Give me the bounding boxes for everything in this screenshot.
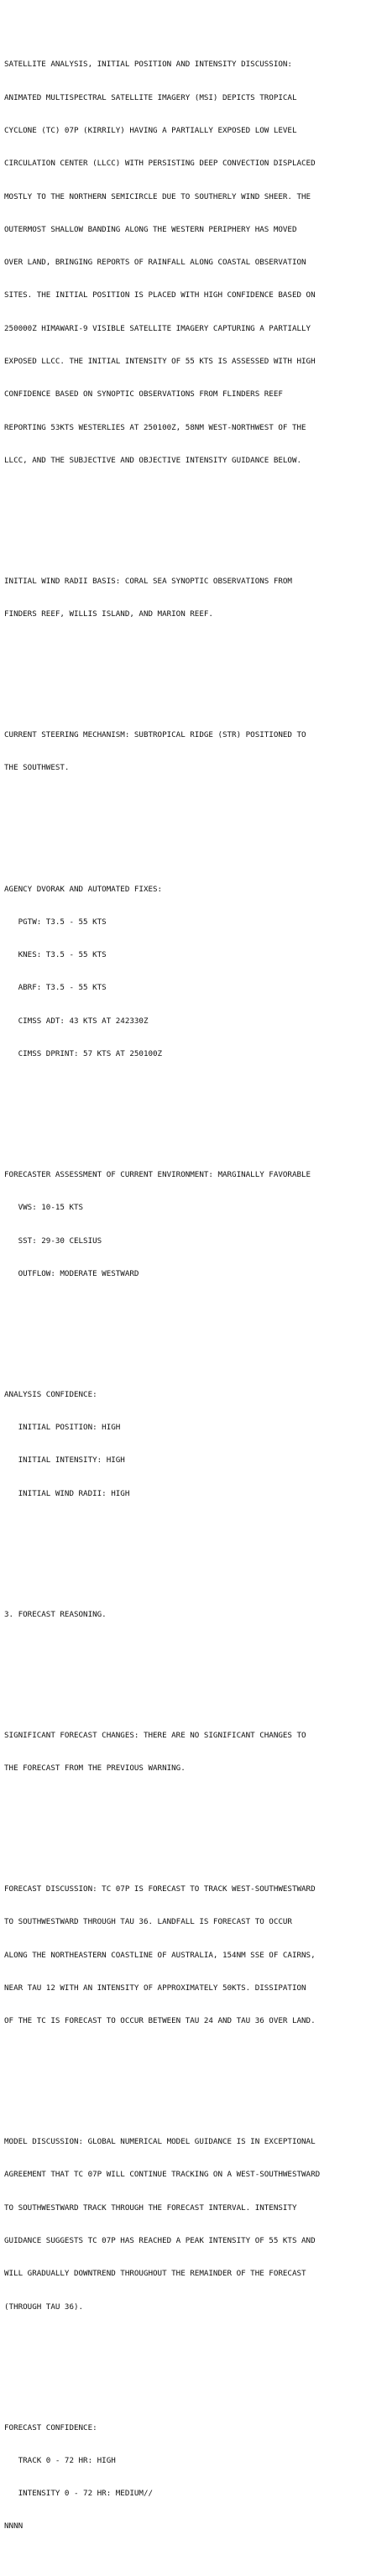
text-line: KNES: T3.5 - 55 KTS (4, 950, 107, 960)
text-line: INITIAL INTENSITY: HIGH (4, 1455, 125, 1466)
paragraph-gap (4, 2071, 384, 2082)
paragraph-gap (4, 1664, 384, 1675)
text-line: THE FORECAST FROM THE PREVIOUS WARNING. (4, 1763, 186, 1773)
text-line: ALONG THE NORTHEASTERN COASTLINE OF AUSTRALIA, 154NM SSE OF CAIRNS, (4, 1950, 316, 1960)
analysis-confidence-paragraph (4, 1367, 384, 1521)
text-line: WILL GRADUALLY DOWNTREND THROUGHOUT THE REMAINDER OF THE FORECAST (4, 2269, 306, 2279)
text-line: 3. FORECAST REASONING. (4, 1609, 107, 1619)
text-line: INITIAL WIND RADII BASIS: CORAL SEA SYNOPTIC OBSERVATIONS FROM (4, 576, 292, 586)
text-line: FORECASTER ASSESSMENT OF CURRENT ENVIRONMENT: MARGINALLY FAVORABLE (4, 1169, 311, 1179)
text-line: MOSTLY TO THE NORTHERN SEMICIRCLE DUE TO SOUTHERLY WIND SHEER. THE (4, 191, 311, 201)
text-line: SITES. THE INITIAL POSITION IS PLACED WITH HIGH CONFIDENCE BASED ON (4, 290, 316, 300)
model-discussion-paragraph (4, 2114, 384, 2334)
text-line: VWS: 10-15 KTS (4, 1203, 84, 1213)
text-line: AGENCY DVORAK AND AUTOMATED FIXES: (4, 884, 163, 894)
text-line: OUTERMOST SHALLOW BANDING ALONG THE WESTERN PERIPHERY HAS MOVED (4, 224, 297, 234)
paragraph-gap (4, 664, 384, 675)
text-line: CYCLONE (TC) 07P (KIRRILY) HAVING A PARTIALLY EXPOSED LOW LEVEL (4, 126, 297, 136)
text-line: SIGNIFICANT FORECAST CHANGES: THERE ARE NO SIGNIFICANT CHANGES TO (4, 1730, 306, 1740)
text-line: NNNN (4, 2521, 24, 2532)
text-line: INTENSITY 0 - 72 HR: MEDIUM// (4, 2489, 154, 2499)
text-line: FINDERS REEF, WILLIS ISLAND, AND MARION REEF. (4, 609, 213, 619)
text-line: LLCC, AND THE SUBJECTIVE AND OBJECTIVE INTENSITY GUIDANCE BELOW. (4, 455, 302, 465)
text-line: FORECAST DISCUSSION: TC 07P IS FORECAST TO TRACK WEST-SOUTHWESTWARD (4, 1884, 316, 1894)
text-line: CIMSS ADT: 43 KTS AT 242330Z (4, 1016, 149, 1026)
text-line: CIMSS DPRINT: 57 KTS AT 250100Z (4, 1048, 163, 1058)
text-line: OF THE TC IS FORECAST TO OCCUR BETWEEN TAU 24 AND TAU 36 OVER LAND. (4, 2016, 316, 2026)
wind-radii-basis-paragraph (4, 554, 384, 642)
text-line: SATELLITE ANALYSIS, INITIAL POSITION AND INTENSITY DISCUSSION: (4, 60, 292, 70)
environment-assessment-paragraph (4, 1147, 384, 1301)
text-line: THE SOUTHWEST. (4, 763, 70, 773)
forecast-confidence-paragraph (4, 2400, 384, 2553)
text-line: CONFIDENCE BASED ON SYNOPTIC OBSERVATIONS FROM FLINDERS REEF (4, 389, 283, 400)
warning-text-document (4, 4, 384, 2576)
paragraph-gap (4, 1323, 384, 1334)
text-line: REPORTING 53KTS WESTERLIES AT 250100Z, 58NM WEST-NORTHWEST OF THE (4, 422, 306, 432)
forecast-reasoning-heading (4, 1587, 384, 1642)
steering-mechanism-paragraph (4, 708, 384, 796)
text-line: CIRCULATION CENTER (LLCC) WITH PERSISTING DEEP CONVECTION DISPLACED (4, 159, 316, 169)
text-line: GUIDANCE SUGGESTS TC 07P HAS REACHED A PEAK INTENSITY OF 55 KTS AND (4, 2236, 316, 2246)
text-line: TO SOUTHWESTWARD TRACK THROUGH THE FORECAST INTERVAL. INTENSITY (4, 2202, 297, 2213)
paragraph-gap (4, 1103, 384, 1114)
forecast-changes-paragraph (4, 1708, 384, 1796)
text-line: OUTFLOW: MODERATE WESTWARD (4, 1268, 139, 1278)
text-line: INITIAL POSITION: HIGH (4, 1423, 121, 1433)
text-line: AGREEMENT THAT TC 07P WILL CONTINUE TRACKING ON A WEST-SOUTHWESTWARD (4, 2170, 321, 2180)
text-line: SST: 29-30 CELSIUS (4, 1236, 102, 1246)
text-line: ANALYSIS CONFIDENCE: (4, 1389, 97, 1399)
text-line: 250000Z HIMAWARI-9 VISIBLE SATELLITE IMAGERY CAPTURING A PARTIALLY (4, 323, 311, 333)
dvorak-fixes-paragraph (4, 861, 384, 1081)
text-line: FORECAST CONFIDENCE: (4, 2422, 97, 2432)
satellite-analysis-paragraph (4, 37, 384, 488)
text-line: (THROUGH TAU 36). (4, 2302, 84, 2312)
text-line: TO SOUTHWESTWARD THROUGH TAU 36. LANDFALL IS FORECAST TO OCCUR (4, 1917, 292, 1927)
paragraph-gap (4, 2356, 384, 2367)
forecast-discussion-paragraph (4, 1862, 384, 2049)
text-line: EXPOSED LLCC. THE INITIAL INTENSITY OF 55 KTS IS ASSESSED WITH HIGH (4, 357, 316, 366)
text-line: ANIMATED MULTISPECTRAL SATELLITE IMAGERY (MSI) DEPICTS TROPICAL (4, 92, 297, 102)
text-line: MODEL DISCUSSION: GLOBAL NUMERICAL MODEL GUIDANCE IS IN EXCEPTIONAL (4, 2137, 316, 2147)
text-line: CURRENT STEERING MECHANISM: SUBTROPICAL RIDGE (STR) POSITIONED TO (4, 730, 306, 740)
text-line: NEAR TAU 12 WITH AN INTENSITY OF APPROXIMATELY 50KTS. DISSIPATION (4, 1983, 306, 1993)
paragraph-gap (4, 1543, 384, 1554)
paragraph-gap (4, 1817, 384, 1828)
text-line: TRACK 0 - 72 HR: HIGH (4, 2455, 116, 2465)
text-line: PGTW: T3.5 - 55 KTS (4, 917, 107, 927)
paragraph-gap (4, 818, 384, 828)
text-line: OVER LAND, BRINGING REPORTS OF RAINFALL ALONG COASTAL OBSERVATION (4, 258, 306, 268)
paragraph-gap (4, 509, 384, 520)
text-line: INITIAL WIND RADII: HIGH (4, 1488, 130, 1498)
text-line: ABRF: T3.5 - 55 KTS (4, 983, 107, 993)
